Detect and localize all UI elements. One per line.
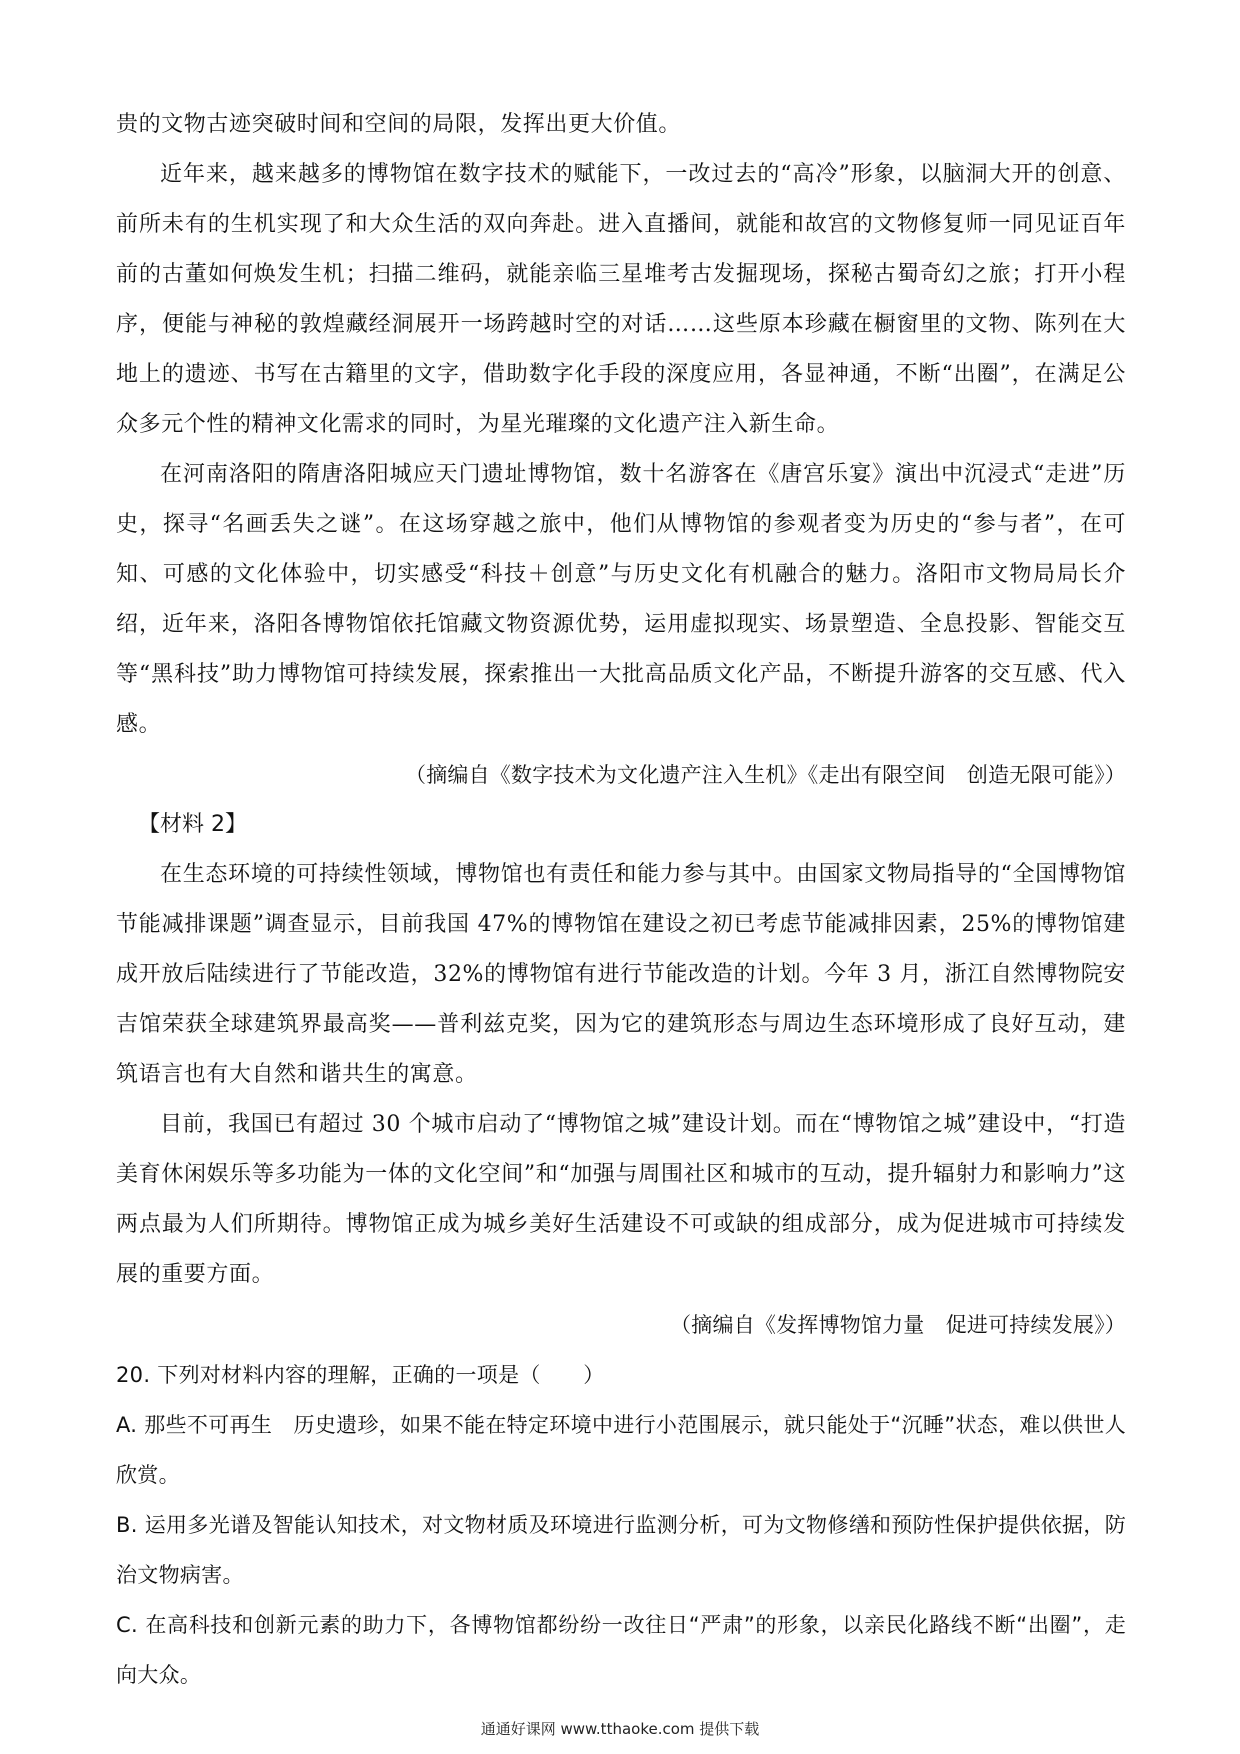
option-c: C. 在高科技和创新元素的助力下，各博物馆都纷纷一改往日“严肃”的形象，以亲民化路线不断“出圈”，走向大众。 — [116, 1613, 1126, 1687]
option-a: A. 那些不可再生 历史遗珍，如果不能在特定环境中进行小范围展示，就只能处于“沉睡”状态，难以供世人欣赏。 — [116, 1413, 1126, 1487]
source-citation-2: （摘编自《发挥博物馆力量 促进可持续发展》） — [670, 1313, 1126, 1337]
question-stem: 20. 下列对材料内容的理解，正确的一项是（ ） — [116, 1363, 605, 1387]
paragraph-museum-city: 目前，我国已有超过 30 个城市启动了“博物馆之城”建设计划。而在“博物馆之城”建设中，“打造美育休闲娱乐等多功能为一体的文化空间”和“加强与周围社区和城市的互动，提升辐射力和影响力”这两点最为人们所期待。博物馆正成为城乡美好生活建设不可或缺的组成部分，成为促进城市可持续发展的重要方面。 — [116, 1112, 1126, 1287]
paragraph-continued: 贵的文物古迹突破时间和空间的局限，发挥出更大价值。 — [116, 112, 682, 137]
source-citation-1: （摘编自《数字技术为文化遗产注入生机》《走出有限空间 创造无限可能》） — [405, 763, 1126, 787]
document-body — [116, 100, 1126, 1700]
paragraph-sustainability: 在生态环境的可持续性领域，博物馆也有责任和能力参与其中。由国家文物局指导的“全国博物馆节能减排课题”调查显示，目前我国 47%的博物馆在建设之初已考虑节能减排因素，25%的博物馆建成开放后陆续进行了节能改造，32%的博物馆有进行节能改造的计划。今年 3 月，浙江自然博物院安吉馆荣获全球建筑界最高奖——普利兹克奖，因为它的建筑形态与周边生态环境形成了良好互动，建筑语言也有大自然和谐共生的寓意。 — [116, 862, 1126, 1087]
option-b: B. 运用多光谱及智能认知技术，对文物材质及环境进行监测分析，可为文物修缮和预防性保护提供依据，防治文物病害。 — [116, 1513, 1126, 1587]
paragraph-digital-museums: 近年来，越来越多的博物馆在数字技术的赋能下，一改过去的“高冷”形象，以脑洞大开的创意、前所未有的生机实现了和大众生活的双向奔赴。进入直播间，就能和故宫的文物修复师一同见证百年前的古董如何焕发生机；扫描二维码，就能亲临三星堆考古发掘现场，探秘古蜀奇幻之旅；打开小程序，便能与神秘的敦煌藏经洞展开一场跨越时空的对话……这些原本珍藏在橱窗里的文物、陈列在大地上的遗迹、书写在古籍里的文字，借助数字化手段的深度应用，各显神通，不断“出圈”，在满足公众多元个性的精神文化需求的同时，为星光璀璨的文化遗产注入新生命。 — [116, 162, 1126, 437]
paragraph-luoyang: 在河南洛阳的隋唐洛阳城应天门遗址博物馆，数十名游客在《唐宫乐宴》演出中沉浸式“走进”历史，探寻“名画丢失之谜”。在这场穿越之旅中，他们从博物馆的参观者变为历史的“参与者”，在可知、可感的文化体验中，切实感受“科技＋创意”与历史文化有机融合的魅力。洛阳市文物局局长介绍，近年来，洛阳各博物馆依托馆藏文物资源优势，运用虚拟现实、场景塑造、全息投影、智能交互等“黑科技”助力博物馆可持续发展，探索推出一大批高品质文化产品，不断提升游客的交互感、代入感。 — [116, 462, 1126, 737]
page-footer: 通通好课网 www.tthaoke.com 提供下载 — [480, 1720, 760, 1738]
material-2-label: 【材料 2】 — [138, 812, 247, 837]
